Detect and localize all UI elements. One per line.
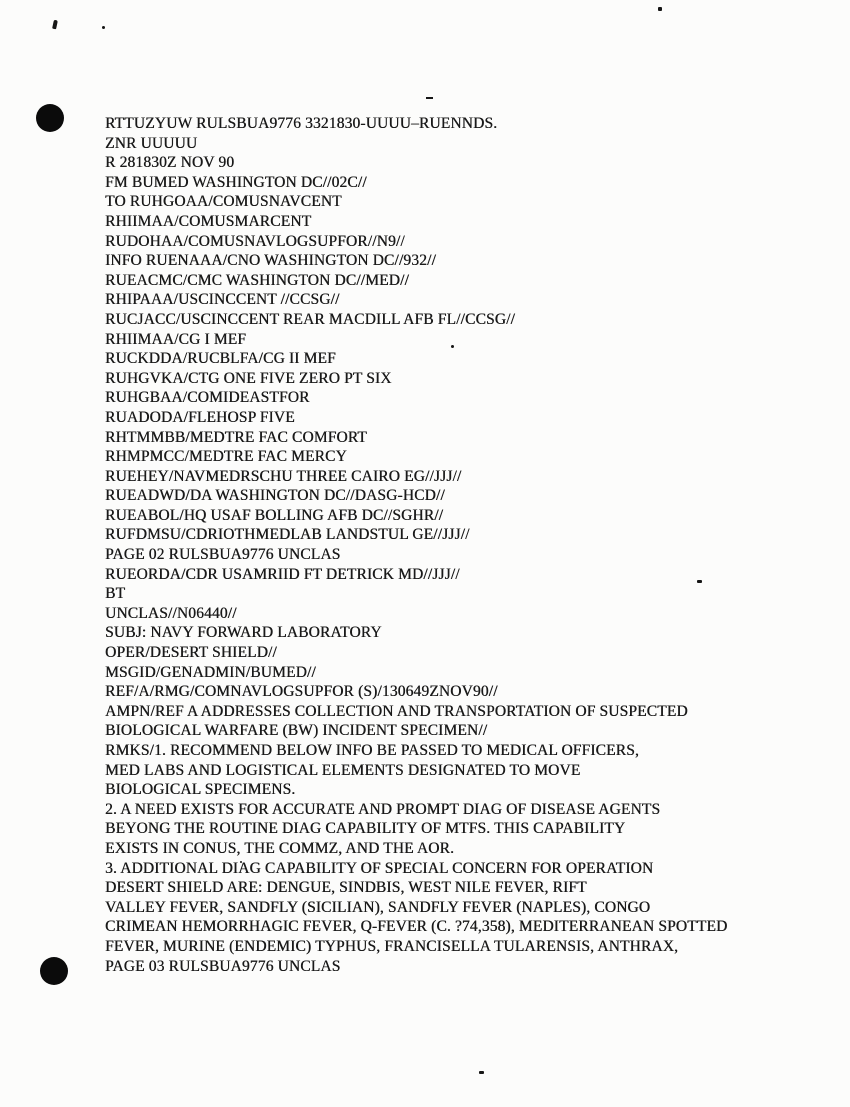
message-line: 3. ADDITIONAL DIAG CAPABILITY OF SPECIAL CONCERN FOR OPERATION (105, 859, 654, 877)
message-line: AMPN/REF A ADDRESSES COLLECTION AND TRANSPORTATION OF SUSPECTED (105, 702, 688, 720)
message-line: VALLEY FEVER, SANDFLY (SICILIAN), SANDFLY FEVER (NAPLES), CONGO (105, 898, 651, 916)
scan-artifact-quote-mark (52, 20, 58, 30)
message-line: MED LABS AND LOGISTICAL ELEMENTS DESIGNATED TO MOVE (105, 761, 581, 779)
message-line: REF/A/RMG/COMNAVLOGSUPFOR (S)/130649ZNOV90// (105, 683, 498, 701)
scan-artifact-dash (426, 97, 433, 99)
message-line: DESERT SHIELD ARE: DENGUE, SINDBIS, WEST NILE FEVER, RIFT (105, 879, 587, 897)
message-line: RUEABOL/HQ USAF BOLLING AFB DC//SGHR// (105, 506, 444, 524)
scan-artifact-dot (102, 26, 105, 29)
message-line: INFO RUENAAA/CNO WASHINGTON DC//932// (105, 252, 436, 270)
message-line: UNCLAS//N06440// (105, 604, 237, 622)
message-line: BIOLOGICAL WARFARE (BW) INCIDENT SPECIMEN// (105, 722, 488, 740)
message-line: RTTUZYUW RULSBUA9776 3321830-UUUU–RUENNDS. (105, 115, 498, 132)
message-line: RUDOHAA/COMUSNAVLOGSUPFOR//N9// (105, 232, 405, 250)
message-line: RUFDMSU/CDRIOTHMEDLAB LANDSTUL GE//JJJ// (105, 526, 470, 544)
message-line: EXISTS IN CONUS, THE COMMZ, AND THE AOR. (105, 839, 455, 857)
message-line: FEVER, MURINE (ENDEMIC) TYPHUS, FRANCISELLA TULARENSIS, ANTHRAX, (105, 937, 679, 955)
message-line: R 281830Z NOV 90 (105, 154, 235, 172)
message-line: RHMPMCC/MEDTRE FAC MERCY (105, 448, 347, 466)
message-line: BEYONG THE ROUTINE DIAG CAPABILITY OF MTFS. THIS CAPABILITY (105, 820, 626, 838)
message-line: RHIIMAA/CG I MEF (105, 330, 247, 348)
message-line: RUCJACC/USCINCCENT REAR MACDILL AFB FL//CCSG// (105, 310, 515, 328)
hole-punch-mark-top (36, 104, 64, 132)
message-text-block (105, 114, 825, 976)
message-line: 2. A NEED EXISTS FOR ACCURATE AND PROMPT DIAG OF DISEASE AGENTS (105, 800, 661, 818)
message-line: PAGE 02 RULSBUA9776 UNCLAS (105, 546, 341, 564)
message-line: RUADODA/FLEHOSP FIVE (105, 408, 295, 426)
message-line: CRIMEAN HEMORRHAGIC FEVER, Q-FEVER (C. ?74,358), MEDITERRANEAN SPOTTED (105, 918, 728, 936)
message-line: BIOLOGICAL SPECIMENS. (105, 781, 296, 799)
message-line: RHIIMAA/COMUSMARCENT (105, 212, 312, 230)
message-line: FM BUMED WASHINGTON DC//02C// (105, 173, 367, 191)
message-line: SUBJ: NAVY FORWARD LABORATORY (105, 624, 382, 642)
message-line: RUEADWD/DA WASHINGTON DC//DASG-HCD// (105, 487, 445, 505)
message-line: RUEHEY/NAVMEDRSCHU THREE CAIRO EG//JJJ// (105, 467, 462, 485)
message-line: MSGID/GENADMIN/BUMED// (105, 663, 316, 681)
message-line: RMKS/1. RECOMMEND BELOW INFO BE PASSED TO MEDICAL OFFICERS, (105, 742, 639, 759)
message-line: PAGE 03 RULSBUA9776 UNCLAS (105, 957, 341, 975)
message-line: RUEORDA/CDR USAMRIID FT DETRICK MD//JJJ// (105, 565, 460, 583)
message-line: RUHGVKA/CTG ONE FIVE ZERO PT SIX (105, 369, 392, 387)
message-line: BT (105, 585, 126, 603)
hole-punch-mark-bottom (40, 957, 68, 985)
message-line: ZNR UUUUU (105, 134, 198, 152)
scan-artifact-dot (479, 1071, 484, 1074)
message-line: RUEACMC/CMC WASHINGTON DC//MED// (105, 271, 409, 289)
message-line: RHTMMBB/MEDTRE FAC COMFORT (105, 428, 367, 446)
message-line: RUHGBAA/COMIDEASTFOR (105, 389, 310, 407)
message-line: RHIPAAA/USCINCCENT //CCSG// (105, 291, 340, 309)
message-line: TO RUHGOAA/COMUSNAVCENT (105, 193, 342, 211)
message-line: RUCKDDA/RUCBLFA/CG II MEF (105, 350, 336, 368)
scan-artifact-dot (658, 7, 662, 11)
message-line: OPER/DESERT SHIELD// (105, 644, 277, 662)
